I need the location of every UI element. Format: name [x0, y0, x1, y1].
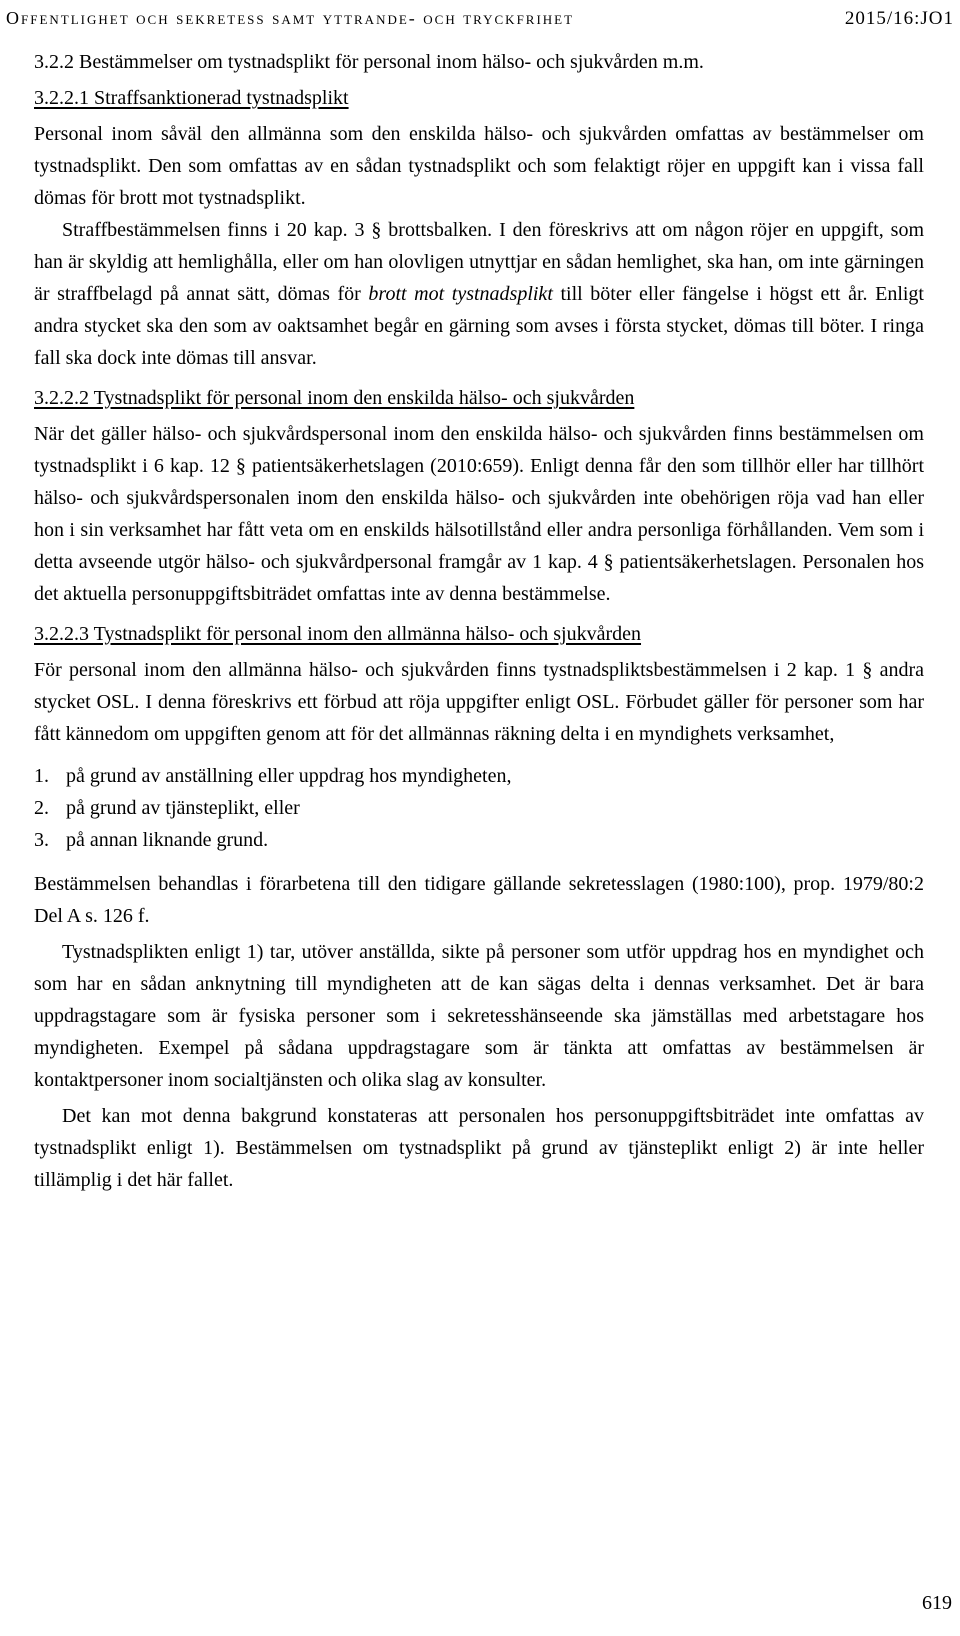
paragraph-7: Det kan mot denna bakgrund konstateras att personalen hos personuppgiftsbiträdet inte omfattas av tystnadsplikt enligt 1). Bestämmelsen om tystnadsplikt på grund av tjänsteplikt enligt 2) är inte heller tillämplig i det här fallet.	[34, 1105, 924, 1191]
numbered-list	[34, 760, 924, 856]
paragraph-2: Straffbestämmelsen finns i 20 kap. 3 § brottsbalken. I den föreskrivs att om någon röjer en uppgift, som han är skyldig att hemlighålla, eller om han olovligen utnyttjar en sådan hemlighet, ska han, om inte gärningen är straffbelagd på annat sätt, dömas för brott mot tystnadsplikt till böter eller fängelse i högst ett år. Enligt andra stycket ska den som av oaktsamhet begår en gärning som avses i första stycket, dömas till böter. I ringa fall ska dock inte dömas till ansvar.	[34, 219, 924, 369]
paragraph-6: Tystnadsplikten enligt 1) tar, utöver anställda, sikte på personer som utför uppdrag hos en myndighet och som har en sådan anknytning till myndigheten att de kan sägas delta i dennas verksamhet. Det är bara uppdragstagare som är fysiska personer som i sekretesshänseende ska jämställas med arbetstagare hos myndigheten. Exempel på sådana uppdragstagare som är tänkta att omfattas av bestämmelsen är kontaktpersoner inom socialtjänsten och olika slag av konsulter.	[34, 941, 924, 1091]
list-item: 3. på annan liknande grund.	[34, 829, 269, 851]
list-item: 1. på grund av anställning eller uppdrag hos myndigheten,	[34, 765, 512, 787]
section-heading-3-2-2: 3.2.2 Bestämmelser om tystnadsplikt för personal inom hälso- och sjukvården m.m.	[34, 51, 704, 73]
emphasis-term: brott mot tystnadsplikt	[368, 283, 553, 305]
section-heading-3-2-2-1: 3.2.2.1 Straffsanktionerad tystnadsplikt	[34, 87, 349, 109]
header-doc-id: 2015/16:JO1	[844, 8, 954, 29]
paragraph-5: Bestämmelsen behandlas i förarbetena till den tidigare gällande sekretesslagen (1980:100), prop. 1979/80:2 Del A s. 126 f.	[34, 873, 924, 927]
paragraph-1: Personal inom såväl den allmänna som den enskilda hälso- och sjukvården omfattas av bestämmelser om tystnadsplikt. Den som omfattas av en sådan tystnadsplikt och som felaktigt röjer en uppgift kan i vissa fall dömas för brott mot tystnadsplikt.	[34, 123, 924, 209]
list-item: 2. på grund av tjänsteplikt, eller	[34, 797, 300, 819]
section-heading-3-2-2-3: 3.2.2.3 Tystnadsplikt för personal inom den allmänna hälso- och sjukvården	[34, 623, 642, 645]
section-heading-3-2-2-2: 3.2.2.2 Tystnadsplikt för personal inom den enskilda hälso- och sjukvården	[34, 387, 635, 409]
header-title: Offentlighet och sekretess samt yttrande- och tryckfrihet	[6, 8, 575, 28]
document-body	[34, 46, 924, 1196]
paragraph-3: När det gäller hälso- och sjukvårdspersonal inom den enskilda hälso- och sjukvården finns bestämmelsen om tystnadsplikt i 6 kap. 12 § patientsäkerhetslagen (2010:659). Enligt denna får den som tillhör eller har tillhört hälso- och sjukvårdspersonalen inom den enskilda hälso- och sjukvården inte obehörigen röja vad han eller hon i sin verksamhet har fått veta om en enskilds hälsotillstånd eller andra personliga förhållanden. Vem som i detta avseende utgör hälso- och sjukvårdpersonal framgår av 1 kap. 4 § patientsäkerhetslagen. Personalen hos det aktuella personuppgiftsbiträdet omfattas inte av denna bestämmelse.	[34, 423, 924, 605]
paragraph-4: För personal inom den allmänna hälso- och sjukvården finns tystnadspliktsbestämmelsen i 2 kap. 1 § andra stycket OSL. I denna föreskrivs ett förbud att röja uppgifter enligt OSL. Förbudet gäller för personer som har fått kännedom om uppgiften genom att för det allmännas räkning delta i en myndighets verksamhet,	[34, 659, 924, 745]
running-header	[6, 8, 954, 30]
page-number: 619	[922, 1592, 952, 1614]
